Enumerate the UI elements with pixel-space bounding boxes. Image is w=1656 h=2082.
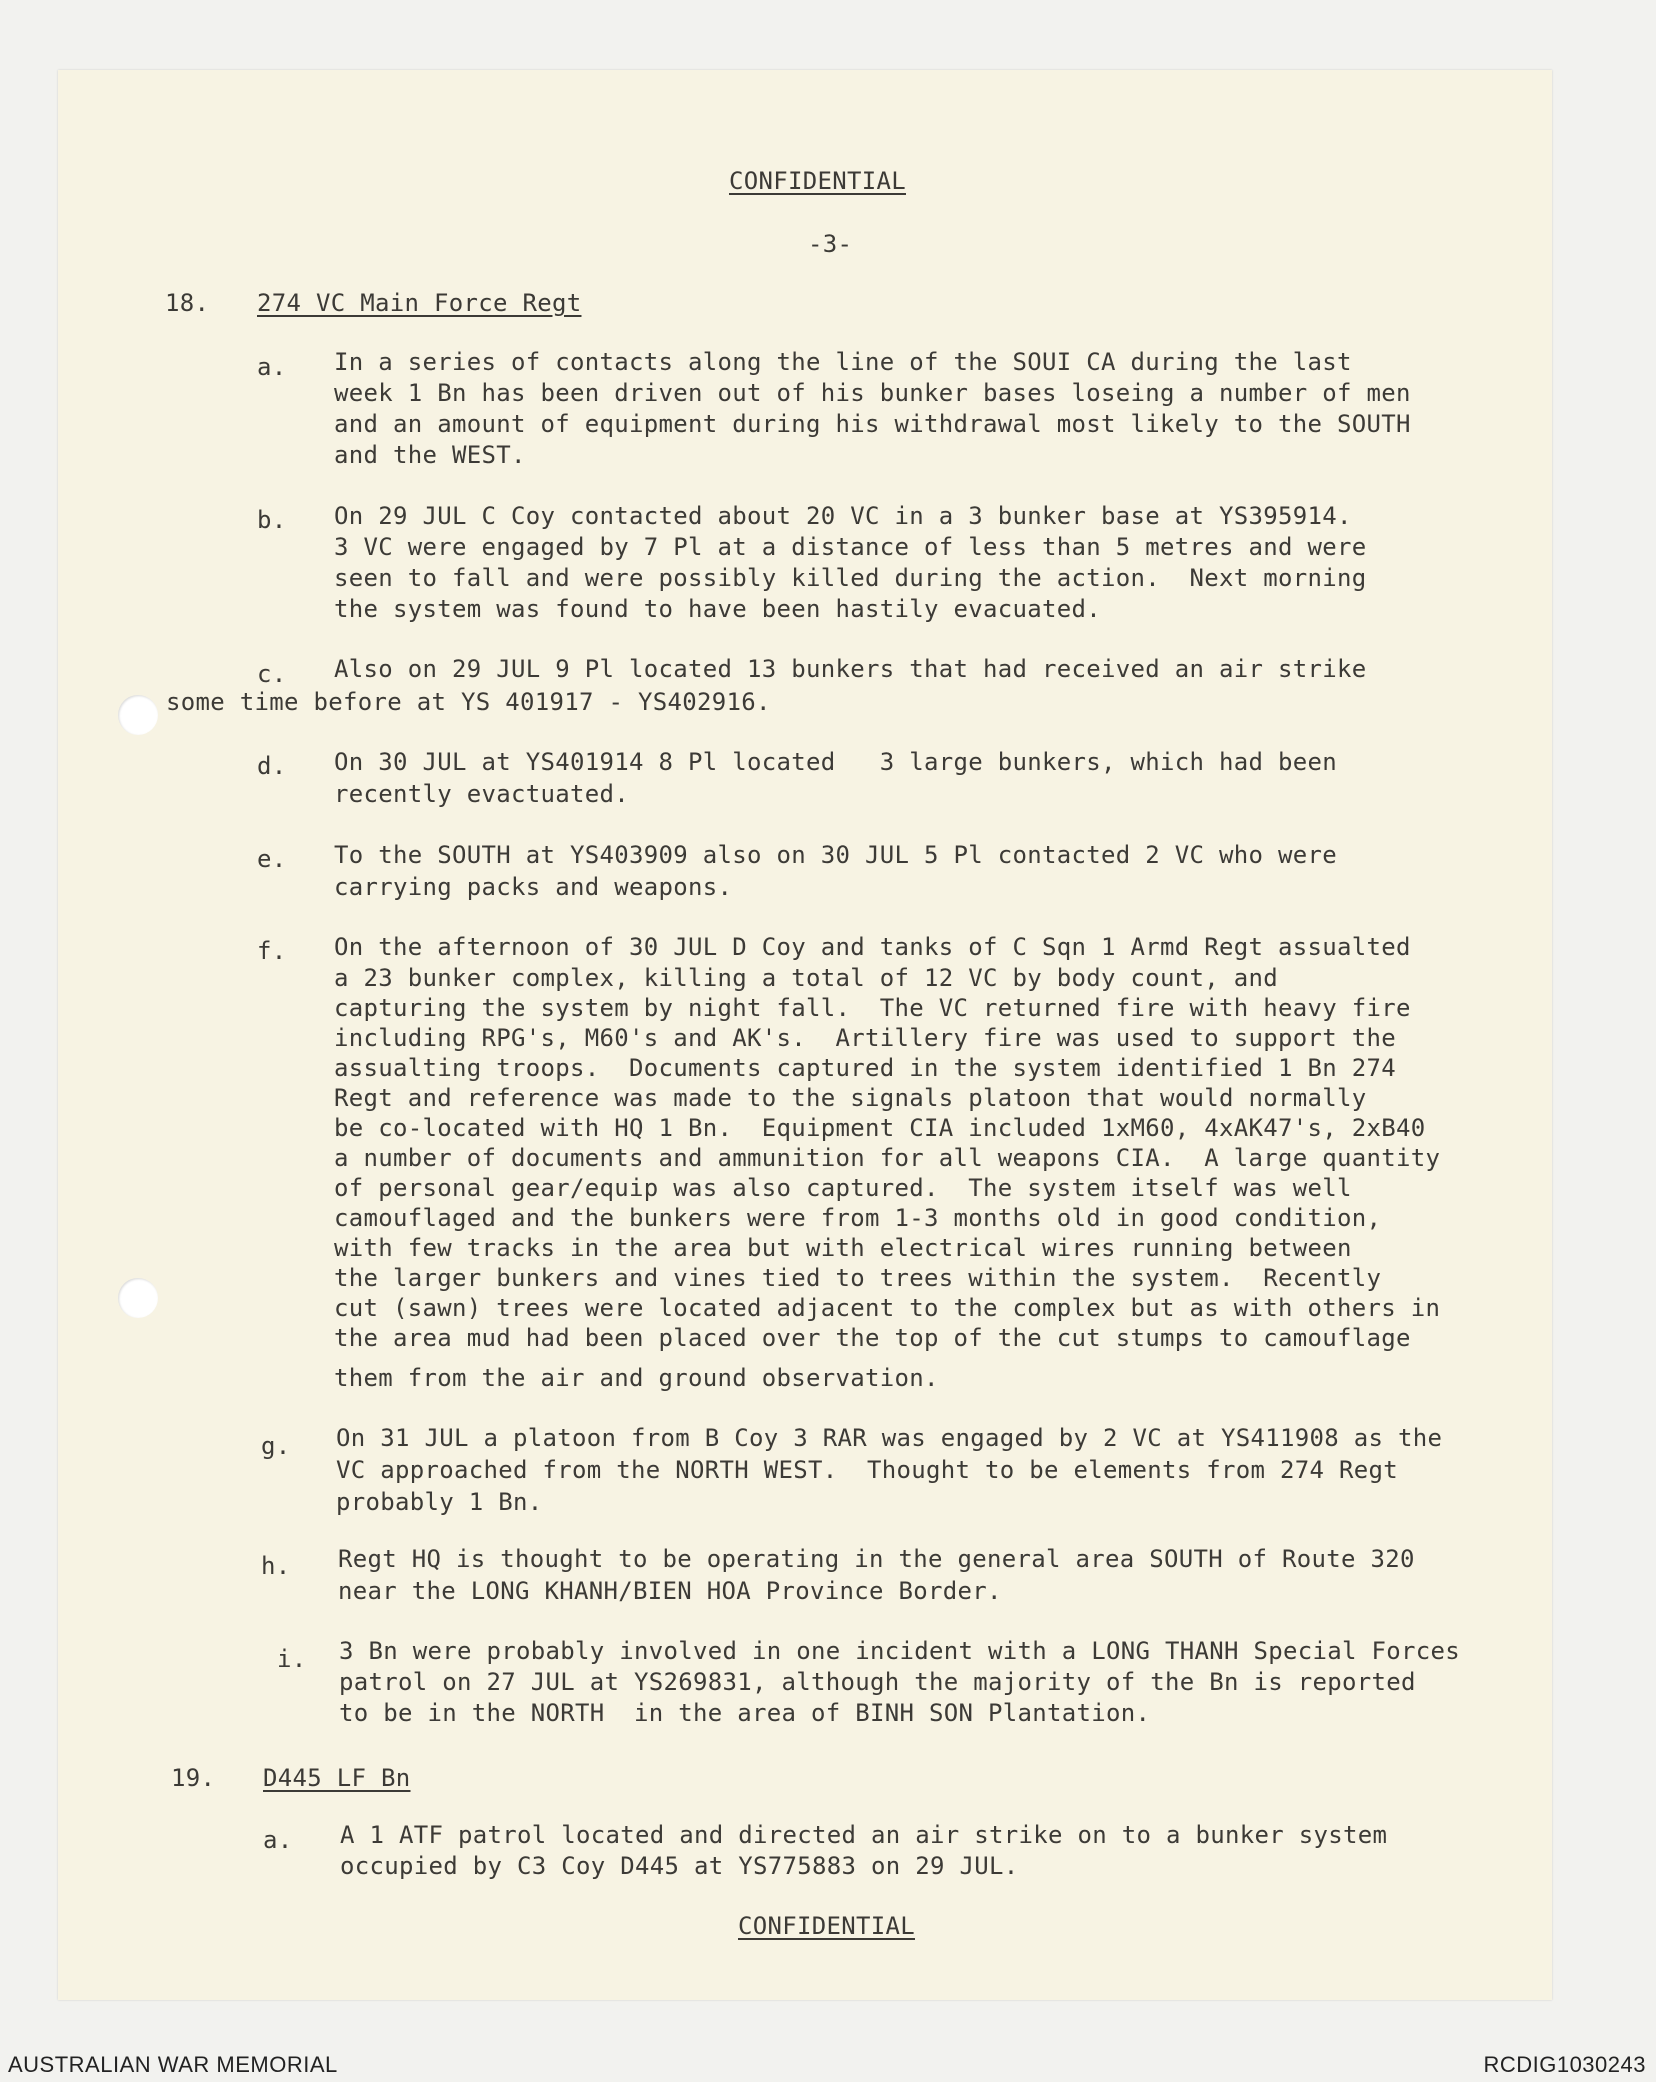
section-title: D445 LF Bn <box>263 1764 411 1792</box>
paragraph-line: recently evactuated. <box>334 780 629 808</box>
paragraph-line: Regt HQ is thought to be operating in the general area SOUTH of Route 320 <box>338 1545 1415 1573</box>
paragraph-letter: c. <box>257 660 287 688</box>
paragraph-letter: b. <box>257 506 287 534</box>
paragraph-line: Regt and reference was made to the signals platoon that would normally <box>334 1084 1367 1112</box>
paragraph-line: cut (sawn) trees were located adjacent to the complex but as with others in <box>334 1294 1441 1322</box>
section-number: 18. <box>165 289 210 317</box>
paragraph-line: be co-located with HQ 1 Bn. Equipment CIA included 1xM60, 4xAK47's, 2xB40 <box>334 1114 1426 1142</box>
paragraph-line: In a series of contacts along the line of the SOUI CA during the last <box>334 348 1352 376</box>
paragraph-line: 3 VC were engaged by 7 Pl at a distance of less than 5 metres and were <box>334 533 1367 561</box>
archive-label-right: RCDIG1030243 <box>1483 2052 1646 2077</box>
paragraph-letter: f. <box>257 937 287 965</box>
paragraph-line: near the LONG KHANH/BIEN HOA Province Border. <box>338 1577 1002 1605</box>
paragraph-line: carrying packs and weapons. <box>334 873 733 901</box>
paragraph-line: probably 1 Bn. <box>336 1488 543 1516</box>
paragraph-continuation: some time before at YS 401917 - YS402916. <box>166 688 771 716</box>
paragraph-line: them from the air and ground observation. <box>334 1364 939 1392</box>
paragraph-line: patrol on 27 JUL at YS269831, although the majority of the Bn is reported <box>339 1668 1416 1696</box>
paragraph-line: On 30 JUL at YS401914 8 Pl located 3 large bunkers, which had been <box>334 748 1337 776</box>
section-title: 274 VC Main Force Regt <box>257 289 582 317</box>
classification-header: CONFIDENTIAL <box>729 167 906 195</box>
paragraph-letter: g. <box>261 1432 291 1460</box>
section-number: 19. <box>171 1764 216 1792</box>
paragraph-line: a 23 bunker complex, killing a total of 12 VC by body count, and <box>334 964 1278 992</box>
punch-hole-lower <box>118 1278 158 1318</box>
paragraph-line: to be in the NORTH in the area of BINH SON Plantation. <box>339 1699 1151 1727</box>
paragraph-line: with few tracks in the area but with electrical wires running between <box>334 1234 1352 1262</box>
paragraph-letter: e. <box>257 845 287 873</box>
paragraph-letter: h. <box>261 1552 291 1580</box>
punch-hole-upper <box>118 695 158 735</box>
paragraph-line: VC approached from the NORTH WEST. Thought to be elements from 274 Regt <box>336 1456 1398 1484</box>
paragraph-letter: d. <box>257 752 287 780</box>
paragraph-line: 3 Bn were probably involved in one incident with a LONG THANH Special Forces <box>339 1637 1460 1665</box>
paragraph-line: On 29 JUL C Coy contacted about 20 VC in a 3 bunker base at YS395914. <box>334 502 1352 530</box>
paragraph-line: the area mud had been placed over the top of the cut stumps to camouflage <box>334 1324 1411 1352</box>
paragraph-line: and an amount of equipment during his withdrawal most likely to the SOUTH <box>334 410 1411 438</box>
paragraph-line: the system was found to have been hastily evacuated. <box>334 595 1101 623</box>
paragraph-line: A 1 ATF patrol located and directed an air strike on to a bunker system <box>340 1821 1388 1849</box>
paragraph-line: capturing the system by night fall. The VC returned fire with heavy fire <box>334 994 1411 1022</box>
paragraph-line: On the afternoon of 30 JUL D Coy and tanks of C Sqn 1 Armd Regt assualted <box>334 933 1411 961</box>
paragraph-letter: a. <box>263 1826 293 1854</box>
paragraph-line: On 31 JUL a platoon from B Coy 3 RAR was engaged by 2 VC at YS411908 as the <box>336 1424 1443 1452</box>
paragraph-line: Also on 29 JUL 9 Pl located 13 bunkers that had received an air strike <box>334 655 1367 683</box>
archive-label-left: AUSTRALIAN WAR MEMORIAL <box>8 2052 338 2077</box>
paragraph-line: assualting troops. Documents captured in the system identified 1 Bn 274 <box>334 1054 1396 1082</box>
page-number: -3- <box>808 230 853 258</box>
paragraph-line: the larger bunkers and vines tied to trees within the system. Recently <box>334 1264 1382 1292</box>
paragraph-line: occupied by C3 Coy D445 at YS775883 on 29 JUL. <box>340 1852 1019 1880</box>
paragraph-line: week 1 Bn has been driven out of his bunker bases loseing a number of men <box>334 379 1411 407</box>
paragraph-line: To the SOUTH at YS403909 also on 30 JUL 5 Pl contacted 2 VC who were <box>334 841 1337 869</box>
paragraph-line: and the WEST. <box>334 441 526 469</box>
classification-footer: CONFIDENTIAL <box>738 1912 915 1940</box>
paragraph-line: of personal gear/equip was also captured. The system itself was well <box>334 1174 1352 1202</box>
paragraph-line: camouflaged and the bunkers were from 1-3 months old in good condition, <box>334 1204 1382 1232</box>
paragraph-line: including RPG's, M60's and AK's. Artillery fire was used to support the <box>334 1024 1396 1052</box>
paragraph-line: seen to fall and were possibly killed during the action. Next morning <box>334 564 1367 592</box>
paragraph-letter: i. <box>277 1645 307 1673</box>
paragraph-letter: a. <box>257 353 287 381</box>
paragraph-line: a number of documents and ammunition for all weapons CIA. A large quantity <box>334 1144 1441 1172</box>
